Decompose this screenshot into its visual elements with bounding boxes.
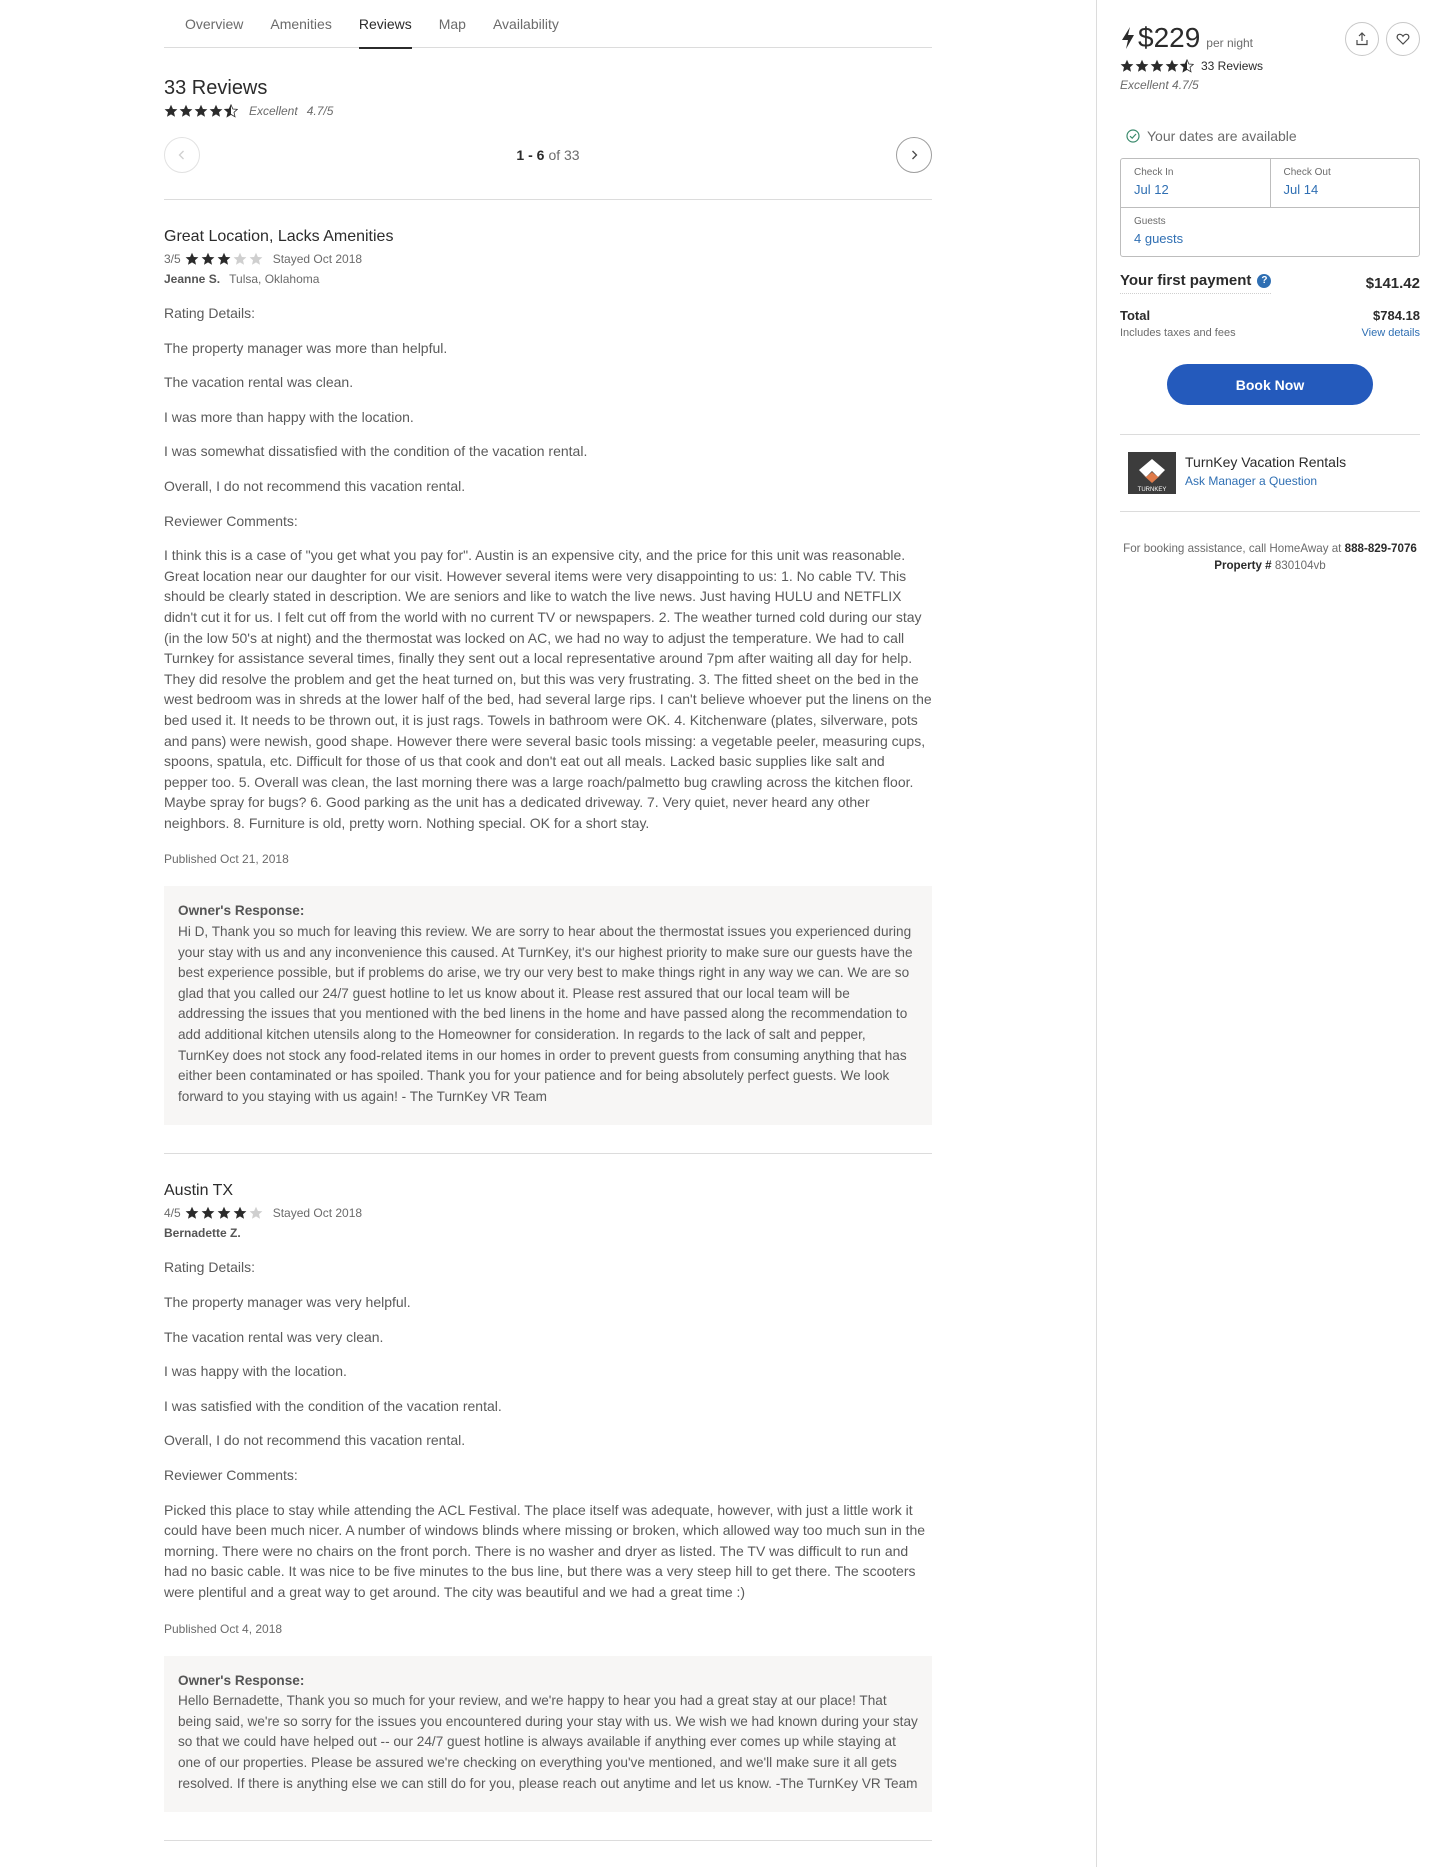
- star-icon: [1135, 59, 1149, 73]
- next-page-button[interactable]: [896, 137, 932, 173]
- ask-manager-link[interactable]: Ask Manager a Question: [1185, 474, 1318, 488]
- stay-date: Stayed Oct 2018: [272, 1206, 363, 1221]
- main-content: [164, 0, 932, 1841]
- star-icon: [224, 104, 238, 118]
- star-icon: [249, 252, 263, 266]
- reviews-heading: 33 Reviews: [164, 77, 268, 99]
- rating-word: Excellent: [249, 104, 298, 118]
- heart-icon: [1396, 32, 1410, 46]
- tab-overview[interactable]: Overview: [185, 16, 244, 32]
- availability-text: Your dates are available: [1147, 128, 1297, 144]
- turnkey-logo: [1128, 452, 1176, 494]
- rating-detail: Overall, I do not recommend this vacation rental.: [164, 477, 466, 494]
- first-payment-text: Your first payment: [1120, 272, 1252, 289]
- owner-response: [164, 886, 932, 1125]
- rating-detail: I was somewhat dissatisfied with the condition of the vacation rental.: [164, 443, 588, 460]
- tab-reviews[interactable]: Reviews: [359, 0, 412, 48]
- review-title: Austin TX: [164, 1182, 234, 1200]
- booking-assistance: [1120, 540, 1420, 574]
- view-details-link[interactable]: View details: [1361, 327, 1420, 339]
- review-stars: [185, 1206, 265, 1220]
- review-comment: Picked this place to stay while attending the ACL Festival. The place itself was adequate, however, with just a little work it could have been much nicer. A number of windows blinds where missing or broken, which allowed way too much sun in the morning. There were no chairs on the front porch. There is no washer and dryer as listed. The TV was difficult to run and had no basic cable. It was nice to be five minutes to the bus line, but there was a very steep hill to get there. The scooters were plentiful and a great way to get around. The city was beautiful and we had a great time :): [164, 1501, 926, 1600]
- section-tabs: [164, 0, 932, 48]
- rating-detail: The vacation rental was very clean.: [164, 1328, 384, 1345]
- check-in-label: Check In: [1134, 167, 1174, 178]
- published-date: Published Oct 4, 2018: [164, 1621, 283, 1636]
- assist-phone[interactable]: 888-829-7076: [1344, 542, 1417, 555]
- chevron-left-icon: [177, 150, 187, 160]
- availability-status: [1126, 128, 1297, 144]
- owner-response-label: Owner's Response:: [178, 1672, 305, 1688]
- star-icon: [217, 1206, 231, 1220]
- star-icon: [185, 1206, 199, 1220]
- booking-sidebar: [1096, 0, 1440, 1867]
- first-payment-amount: $141.42: [1365, 274, 1420, 292]
- review-meta: [164, 252, 932, 266]
- check-out-label: Check Out: [1283, 167, 1331, 178]
- reviewer-name: Jeanne S.: [164, 272, 221, 286]
- guests-field[interactable]: [1121, 208, 1419, 256]
- tab-availability[interactable]: Availability: [492, 16, 559, 32]
- help-icon[interactable]: ?: [1257, 274, 1271, 288]
- per-night-label: per night: [1206, 36, 1253, 50]
- check-circle-icon: [1126, 129, 1140, 143]
- stay-date: Stayed Oct 2018: [272, 252, 363, 266]
- sidebar-stars: [1120, 59, 1195, 73]
- sidebar-score: Excellent 4.7/5: [1120, 78, 1199, 92]
- pager-total: of 33: [548, 147, 580, 163]
- guests-value: 4 guests: [1134, 231, 1184, 246]
- sidebar-reviews-count[interactable]: 33 Reviews: [1201, 59, 1264, 73]
- review-stars: [185, 252, 265, 266]
- reviews-pager: [164, 137, 932, 173]
- review-card: [164, 200, 932, 1154]
- rating-detail: I was happy with the location.: [164, 1363, 347, 1380]
- rating-detail: I was more than happy with the location.: [164, 408, 414, 425]
- star-icon: [1180, 59, 1194, 73]
- taxes-note: Includes taxes and fees: [1120, 327, 1236, 339]
- rating-detail: The property manager was more than helpful.: [164, 339, 448, 356]
- sidebar-rating: [1120, 59, 1263, 73]
- price-row: [1120, 22, 1253, 54]
- star-icon: [1120, 59, 1134, 73]
- share-save-buttons: [1338, 22, 1420, 56]
- divider: [1120, 434, 1420, 435]
- overall-stars: [164, 104, 239, 118]
- star-icon: [249, 1206, 263, 1220]
- star-icon: [164, 104, 178, 118]
- reviewer-name: Bernadette Z.: [164, 1226, 241, 1241]
- property-manager: [1128, 452, 1346, 494]
- book-now-button[interactable]: Book Now: [1167, 364, 1373, 405]
- star-icon: [209, 104, 223, 118]
- logo-text: TURNKEY: [1137, 487, 1167, 493]
- first-payment-row: [1120, 272, 1420, 294]
- total-label: Total: [1120, 308, 1151, 323]
- comments-label: Reviewer Comments:: [164, 1466, 298, 1483]
- star-icon: [179, 104, 193, 118]
- pager-range: 1 - 6: [516, 147, 545, 163]
- review-comment: I think this is a case of "you get what you pay for". Austin is an expensive city, and the price for this unit was reasonable. Great location near our daughter for our visit. However several items were very disappointing to us: 1. No cable TV. This should be clearly stated in description. We are seniors and like to watch the live news. Just having HULU and NETFLIX didn't cut it for us. I felt cut off from the world with no current TV or newspapers. 2. The weather turned cold during our stay (in the low 50's at night) and the thermostat was locked on AC, we had no way to adjust the temperature. We had to call Turnkey for assistance several times, finally they sent out a local representative around 7pm after waiting all day for help. They did resolve the problem and get the heat turned on, but this was very frustrating. 3. The fitted sheet on the bed in the west bedroom was in shreds at the lower half of the bed, had several large rips. I can't believe whoever put the linens on the bed used it. It needs to be thrown out, it is just rags. Towels in bathroom were OK. 4. Kitchenware (plates, silverware, pots and pans) were newish, good shape. However there were several basic tools missing: a vegetable peeler, measuring cups, spoons, spatula, etc. Difficult for those of us that cook and don't eat out all meals. Lacked basic supplies like salt and pepper too. 5. Overall was clean, the last morning there was a large roach/palmetto bug crawling across the kitchen floor. Maybe spray for bugs? 6. Good parking as the unit has a dedicated driveway. 7. Very quiet, never heard any other neighbors. 8. Furniture is old, pretty worn. Nothing special. OK for a short stay.: [164, 547, 932, 831]
- assist-text: For booking assistance, call HomeAway at: [1123, 542, 1342, 555]
- share-button[interactable]: [1345, 22, 1379, 56]
- total-row: [1120, 308, 1420, 323]
- booking-form: [1120, 158, 1420, 257]
- star-icon: [201, 1206, 215, 1220]
- manager-name: TurnKey Vacation Rentals: [1185, 454, 1347, 470]
- comments-label: Reviewer Comments:: [164, 512, 298, 529]
- owner-response-text: Hello Bernadette, Thank you so much for your review, and we're happy to hear you had a great stay at our place! That being said, we're so sorry for the issues you encountered during your stay with us. We wish we had known during your stay so that we could have helped out -- our 24/7 guest hotline is always available if anything ever comes up while staying at one of our properties. Please be assured we're checking on everything you've mentioned, and we'll make sure it all gets resolved. If there is anything else we can still do for you, please reach out anytime and let us know. -The TurnKey VR Team: [178, 1693, 918, 1791]
- published-date: Published Oct 21, 2018: [164, 852, 289, 867]
- total-amount: $784.18: [1373, 308, 1420, 323]
- first-payment-label[interactable]: [1120, 272, 1271, 294]
- check-in-field[interactable]: [1121, 159, 1270, 207]
- previous-page-button[interactable]: [164, 137, 200, 173]
- rating-detail: Overall, I do not recommend this vacation rental.: [164, 1432, 466, 1449]
- check-in-value: Jul 12: [1134, 182, 1169, 197]
- check-out-value: Jul 14: [1283, 182, 1319, 197]
- tab-map[interactable]: Map: [438, 16, 466, 32]
- owner-response-text: Hi D, Thank you so much for leaving this review. We are sorry to hear about the thermostat issues you experienced during your stay with us and any inconvenience this caused. At TurnKey, it's our highest priority to make sure our guests have the best experience possible, but if problems do arise, we try our very best to make things right in any way we can. We are so glad that you called our 24/7 guest hotline to let us know about it. Please rest assured that our local team will be addressing the issues that you mentioned with the bed linens in the home and have passed along the recommendation to add additional kitchen utensils along to the Homeowner for consideration. In regards to the lack of salt and pepper, TurnKey does not stock any food-related items in our homes in order to prevent guests from consuming anything that has either been contaminated or has spoiled. Thank you for your patience and for being absolutely perfect guests. We look forward to you staying with us again! - The TurnKey VR Team: [178, 924, 913, 1104]
- instant-book-icon: [1120, 26, 1136, 50]
- rating-detail: I was satisfied with the condition of the vacation rental.: [164, 1397, 502, 1414]
- reviewer-location: Tulsa, Oklahoma: [229, 272, 320, 286]
- star-icon: [1150, 59, 1164, 73]
- rating-detail: The vacation rental was clean.: [164, 374, 354, 391]
- star-icon: [233, 1206, 247, 1220]
- reviewer: [164, 272, 932, 286]
- property-label: Property #: [1214, 559, 1272, 572]
- star-icon: [201, 252, 215, 266]
- review-rating: 4/5: [164, 1206, 181, 1221]
- rating-detail: The property manager was very helpful.: [164, 1294, 411, 1310]
- review-rating: 3/5: [164, 252, 181, 266]
- check-out-field[interactable]: [1270, 159, 1420, 207]
- star-icon: [233, 252, 247, 266]
- star-icon: [194, 104, 208, 118]
- owner-response-label: Owner's Response:: [178, 903, 305, 919]
- divider: [1120, 511, 1420, 512]
- star-icon: [1165, 59, 1179, 73]
- star-icon: [185, 252, 199, 266]
- guests-label: Guests: [1134, 216, 1166, 227]
- nightly-price: $229: [1138, 22, 1201, 53]
- review-meta: [164, 1206, 932, 1220]
- rating-details-label: Rating Details:: [164, 1259, 256, 1276]
- rating-details-label: Rating Details:: [164, 305, 256, 321]
- tab-amenities[interactable]: Amenities: [270, 16, 332, 32]
- star-icon: [217, 252, 231, 266]
- reviewer: [164, 1226, 932, 1240]
- favorite-button[interactable]: [1386, 22, 1420, 56]
- share-icon: [1355, 32, 1369, 46]
- rating-score: 4.7/5: [306, 104, 334, 118]
- owner-response: [164, 1656, 932, 1813]
- reviews-summary: [164, 104, 932, 118]
- property-id: 830104vb: [1274, 559, 1326, 572]
- taxes-row: [1120, 327, 1420, 339]
- chevron-right-icon: [909, 150, 919, 160]
- review-title: Great Location, Lacks Amenities: [164, 228, 394, 245]
- review-card: [164, 1154, 932, 1841]
